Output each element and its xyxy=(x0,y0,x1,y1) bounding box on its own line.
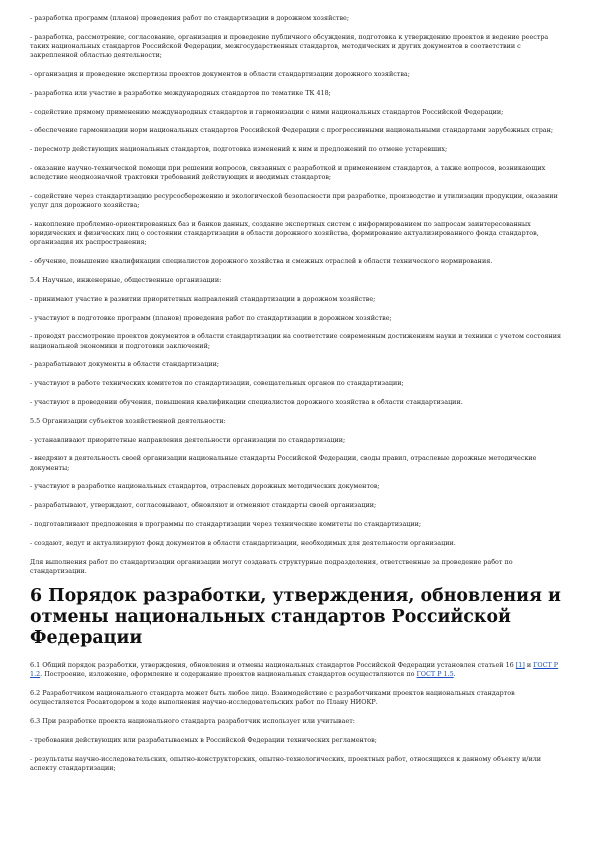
list-item: - участвуют в разработке национальных стандартов, отраслевых дорожных методических документов; xyxy=(30,482,380,491)
list-item: - подготавливают предложения в программы по стандартизации через технические комитеты по стандартизации; xyxy=(30,519,422,528)
list-item: - обеспечение гармонизации норм национальных стандартов Российской Федерации с прогрессивными национальными стандартами зарубежных стран; xyxy=(30,126,554,135)
gost-r-1-5-link[interactable]: ГОСТ Р 1.5 xyxy=(416,670,454,679)
reference-link-1[interactable]: [1] xyxy=(515,660,525,669)
clause-6-2: 6.2 Разработчиком национального стандарта может быть любое лицо. Взаимодействие с разработчиками проектов национальных стандартов осуществляется Росавтодором в ходе выполнения научно-исследовательских работ по Плану НИОКР. xyxy=(30,688,515,707)
list-item: - создают, ведут и актуализируют фонд документов в области стандартизации, необходимых для деятельности организации. xyxy=(30,538,456,547)
list-item: - разработка или участие в разработке международных стандартов по тематике ТК 418; xyxy=(30,88,331,97)
clause-6-3: 6.3 При разработке проекта национального стандарта разработчик использует или учитывает: xyxy=(30,716,355,725)
list-item: - участвуют в проведении обучения, повышения квалификации специалистов дорожного хозяйства в области стандартизации. xyxy=(30,397,463,406)
clause-5-4-title: 5.4 Научные, инженерные, общественные организации: xyxy=(30,275,222,284)
clause-6-1-text: и xyxy=(524,660,534,669)
list-item: - принимают участие в развитии приоритетных направлений стандартизации в дорожном хозяйстве; xyxy=(30,294,376,303)
clause-6-1 xyxy=(30,661,561,679)
list-item: - участвуют в подготовке программ (планов) проведения работ по стандартизации в дорожном хозяйстве; xyxy=(30,313,392,322)
list-item: - разрабатывают документы в области стандартизации; xyxy=(30,360,219,369)
clause-5-5-closing: Для выполнения работ по стандартизации организации могут создавать структурные подразделения, ответственные за проведение работ по стандартизации. xyxy=(30,557,513,575)
list-item: - накопление проблемно-ориентированных баз и банков данных, создание экспертных систем с информированием по запросам заинтересованных юридических и физических лиц о состоянии стандартизации в области дорожного хозяйства, формирование актуализированного фонда стандартов, организация их распространения; xyxy=(30,219,539,247)
list-item: - разработка, рассмотрение, согласование, организация и проведение публичного обсуждения, подготовка к утверждению проектов и ведение реестра таких национальных стандартов Российской Федерации, межгосударственных стандартов, методических и других документов в соответствии с закрепленной областью деятельности; xyxy=(30,32,549,60)
clause-6-1-text: 6.1 Общий порядок разработки, утверждения, обновления и отмены национальных стандартов Российской Федерации установлен статьей 16 xyxy=(30,660,516,669)
list-item: - устанавливают приоритетные направления деятельности организации по стандартизации; xyxy=(30,435,346,444)
list-item: - разрабатывают, утверждают, согласовывают, обновляют и отменяют стандарты своей организации; xyxy=(30,501,377,510)
list-item: - участвуют в работе технических комитетов по стандартизации, совещательных органов по стандартизации; xyxy=(30,379,404,388)
list-item: - проводят рассмотрение проектов документов в области стандартизации на соответствие современным достижениям науки и техники с учетом состояния национальной экономики и подготовки заключений; xyxy=(30,332,562,350)
list-item: - разработка программ (планов) проведения работ по стандартизации в дорожном хозяйстве; xyxy=(30,14,349,22)
gost-r-1-2-link[interactable]: ГОСТ Р 1.2 xyxy=(30,660,559,679)
list-item: - оказание научно-технической помощи при решении вопросов, связанных с разработкой и применением стандартов, а также вопросов, возникающих вследствие неоднозначной трактовки требований действующих и вводимых стандартов; xyxy=(30,163,546,182)
list-item: - обучение, повышение квалификации специалистов дорожного хозяйства и смежных отраслей в области технического нормирования. xyxy=(30,257,493,266)
list-item: - организация и проведение экспертизы проектов документов в области стандартизации дорожного хозяйства; xyxy=(30,70,410,78)
clause-6-1-text: . Построение, изложение, оформление и содержание проектов национальных стандартов осуществляются по xyxy=(40,670,417,679)
clause-6-1-text: . xyxy=(453,670,456,679)
list-item: - внедряют в деятельность своей организации национальные стандарты Российской Федерации, своды правил, отраслевые дорожные методические документы; xyxy=(30,454,537,472)
list-item: - требования действующих или разрабатываемых в Российской Федерации технических регламентов; xyxy=(30,735,377,744)
clause-5-5-title: 5.5 Организации субъектов хозяйственной деятельности: xyxy=(30,416,226,425)
list-item: - содействие прямому применению международных стандартов и гармонизации с ними национальных стандартов Российской Федерации; xyxy=(30,107,504,116)
list-item: - результаты научно-исследовательских, опытно-конструкторских, опытно-технологических, проектных работ, относящихся к данному объекту и/или аспекту стандартизации; xyxy=(30,754,542,772)
list-item: - пересмотр действующих национальных стандартов, подготовка изменений к ним и предложений по отмене устаревших; xyxy=(30,145,448,154)
section-6-heading: 6 Порядок разработки, утверждения, обновления и отмены национальных стандартов Российской Федерации xyxy=(30,585,561,648)
list-item: - содействие через стандартизацию ресурсосбережению и экологической безопасности при разработке, производстве и утилизации продукции, оказании услуг для дорожного хозяйства; xyxy=(30,191,558,210)
